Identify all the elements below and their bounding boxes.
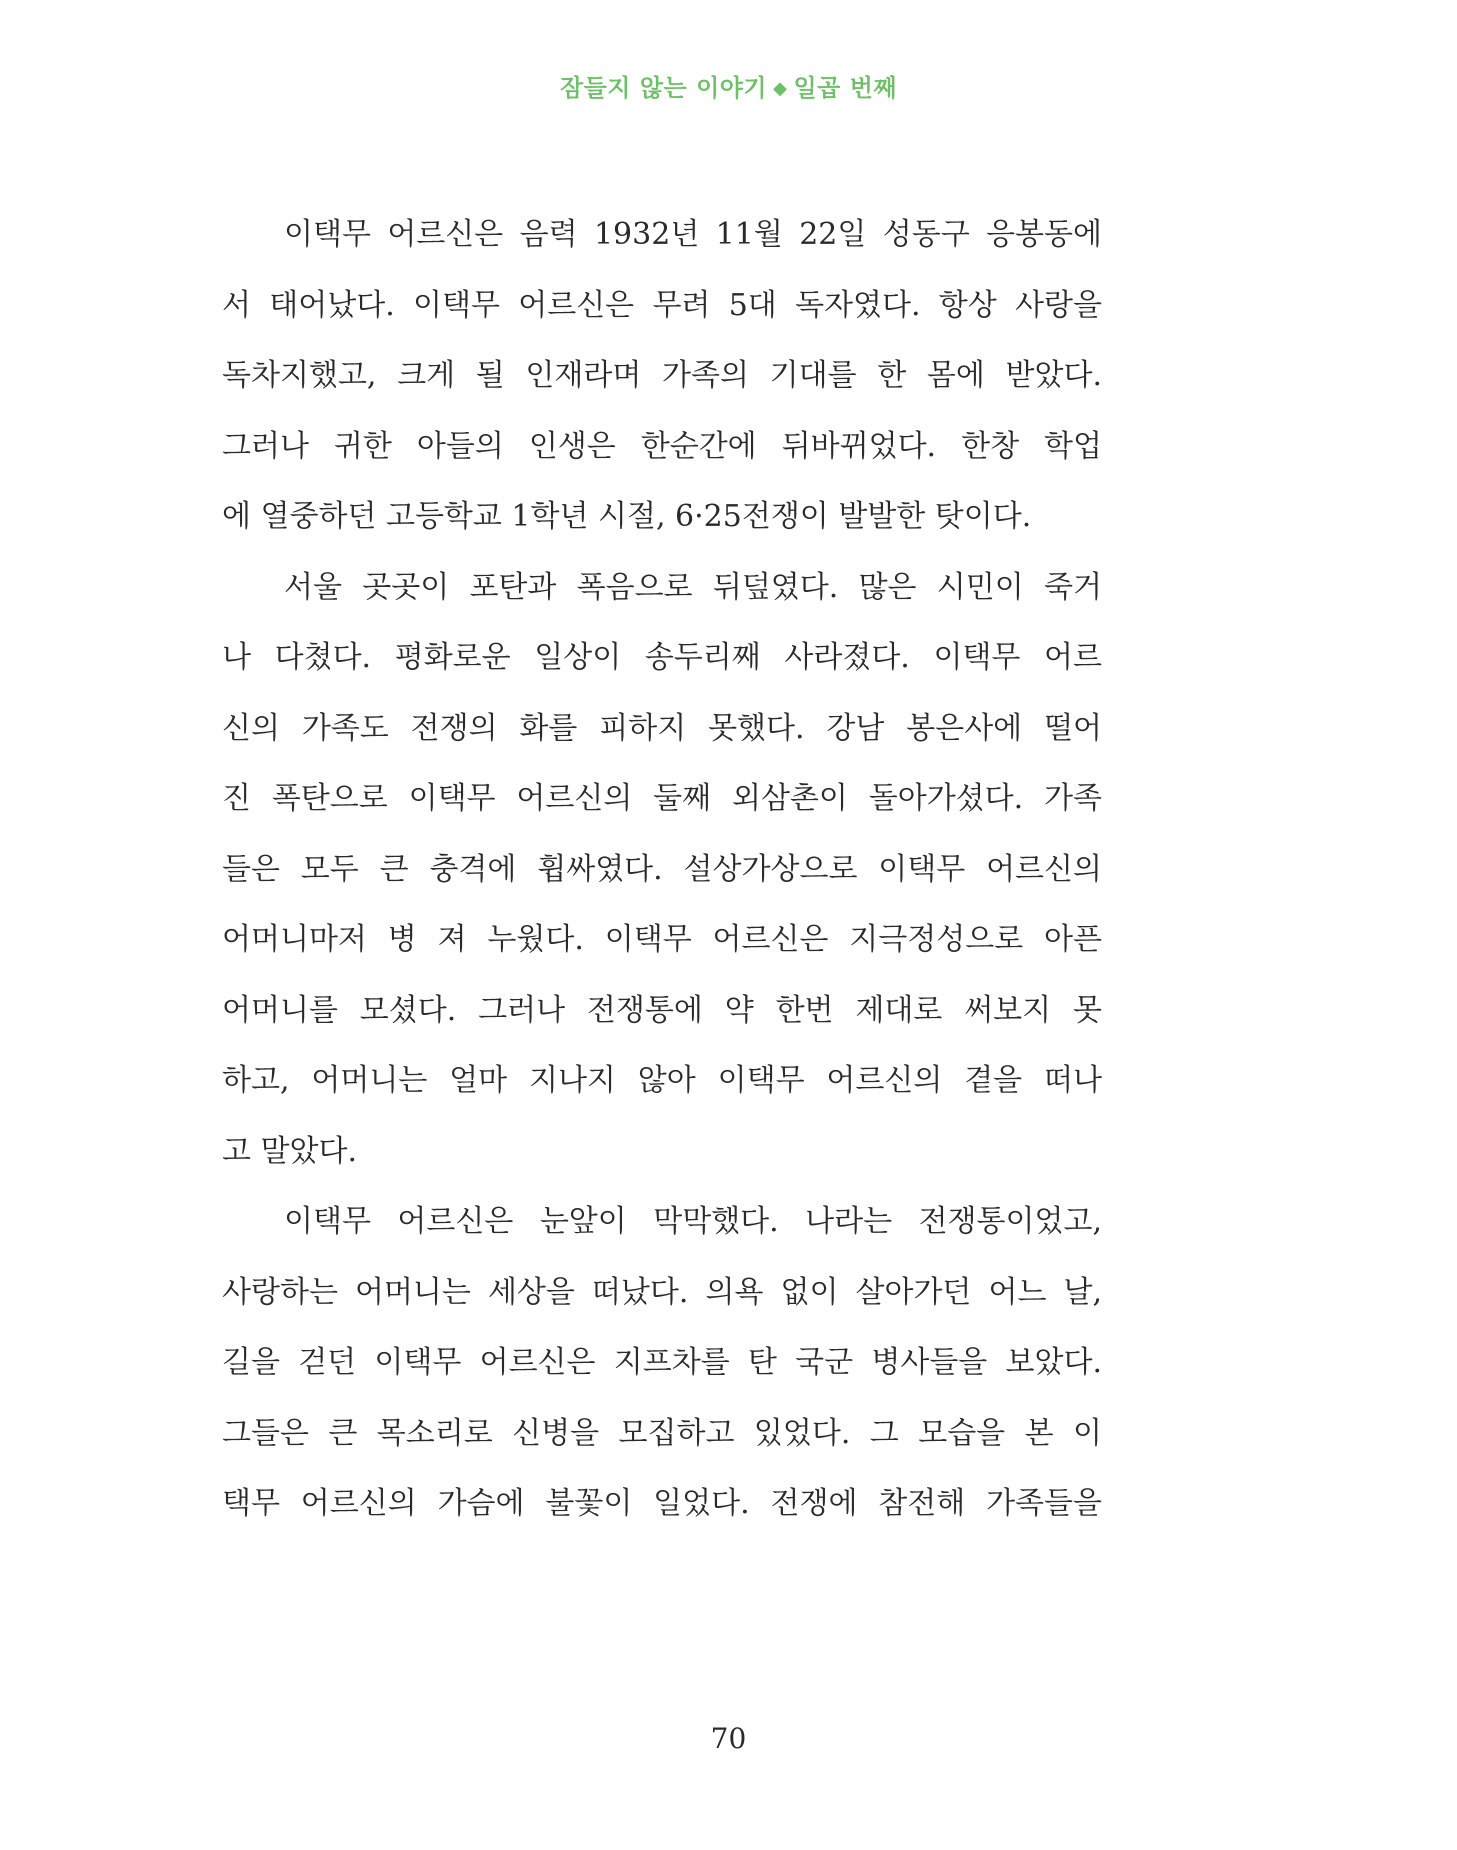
text-line: 어머니마저 병 져 누웠다. 이택무 어르신은 지극정성으로 아픈 — [222, 922, 1102, 957]
text-line: 사랑하는 어머니는 세상을 떠났다. 의욕 없이 살아가던 어느 날, — [222, 1274, 1102, 1310]
text-line: 서울 곳곳이 포탄과 폭음으로 뒤덮였다. 많은 시민이 죽거 — [284, 569, 1102, 605]
diamond-separator-icon: ◆ — [773, 78, 788, 99]
text-line: 진 폭탄으로 이택무 어르신의 둘째 외삼촌이 돌아가셨다. 가족 — [222, 781, 1102, 816]
text-line: 고 말았다. — [222, 1133, 357, 1169]
text-line: 그러나 귀한 아들의 인생은 한순간에 뒤바뀌었다. 한창 학업 — [222, 428, 1102, 464]
text-line: 하고, 어머니는 얼마 지나지 않아 이택무 어르신의 곁을 떠나 — [222, 1063, 1102, 1098]
text-line: 독차지했고, 크게 될 인재라며 가족의 기대를 한 몸에 받았다. — [222, 358, 1102, 393]
text-line: 신의 가족도 전쟁의 화를 피하지 못했다. 강남 봉은사에 떨어 — [222, 710, 1102, 746]
text-line: 그들은 큰 목소리로 신병을 모집하고 있었다. 그 모습을 본 이 — [222, 1415, 1102, 1451]
header-title-left: 잠들지 않는 이야기 — [559, 73, 768, 102]
text-line: 이택무 어르신은 음력 1932년 11월 22일 성동구 응봉동에 — [284, 217, 1102, 252]
body-text — [222, 200, 1102, 1540]
text-line: 서 태어났다. 이택무 어르신은 무려 5대 독자였다. 항상 사랑을 — [222, 287, 1102, 323]
text-line: 길을 걷던 이택무 어르신은 지프차를 탄 국군 병사들을 보았다. — [222, 1345, 1102, 1380]
text-line: 에 열중하던 고등학교 1학년 시절, 6·25전쟁이 발발한 탓이다. — [222, 499, 1032, 534]
page-number: 70 — [710, 1722, 747, 1755]
running-header — [0, 68, 1457, 103]
text-line: 나 다쳤다. 평화로운 일상이 송두리째 사라졌다. 이택무 어르 — [222, 640, 1102, 675]
text-line: 이택무 어르신은 눈앞이 막막했다. 나라는 전쟁통이었고, — [284, 1204, 1102, 1239]
text-line: 택무 어르신의 가슴에 불꽃이 일었다. 전쟁에 참전해 가족들을 — [222, 1486, 1102, 1521]
text-line: 어머니를 모셨다. 그러나 전쟁통에 약 한번 제대로 써보지 못 — [222, 992, 1102, 1028]
header-title-right: 일곱 번째 — [793, 73, 898, 102]
text-line: 들은 모두 큰 충격에 휩싸였다. 설상가상으로 이택무 어르신의 — [222, 851, 1102, 887]
